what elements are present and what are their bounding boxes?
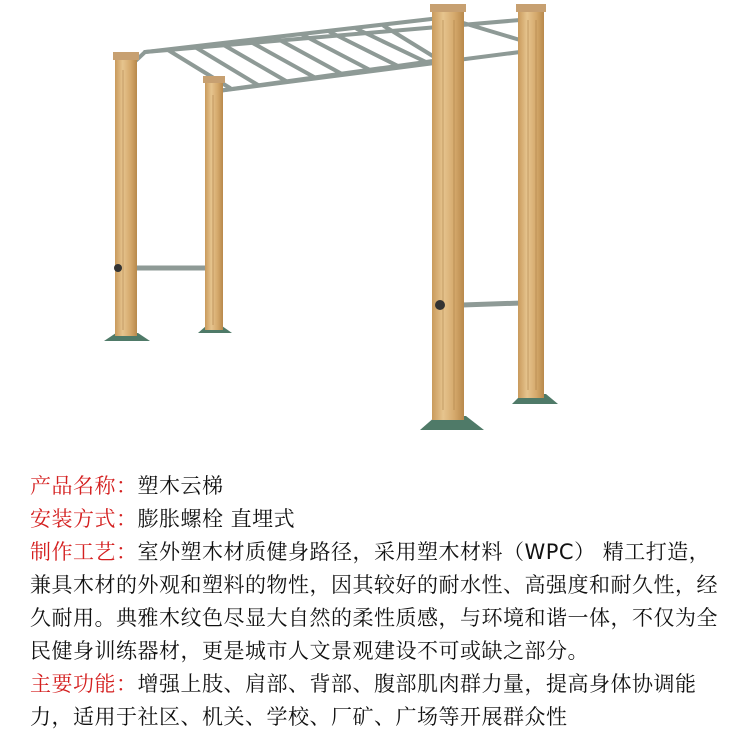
spec-label: 主要功能： [30,672,138,696]
product-specs [30,470,730,734]
spec-label: 安装方式： [30,507,138,531]
spec-label: 制作工艺： [30,540,138,564]
spec-label: 产品名称： [30,474,138,498]
spec-value: 膨胀螺栓 直埋式 [137,507,296,531]
spec-craftsmanship [30,536,730,668]
spec-installation [30,503,730,536]
spec-value: 增强上肢、肩部、背部、腹部肌肉群力量，提高身体协调能力，适用于社区、机关、学校、厂矿、广场等开展群众性 [30,672,697,729]
spec-functions [30,668,730,734]
spec-value: 塑木云梯 [137,474,224,498]
spec-product-name [30,470,730,503]
spec-value: 室外塑木材质健身路径，采用塑木材料（WPC） 精工打造，兼具木材的外观和塑料的物性，因其较好的耐水性、高强度和耐久性，经久耐用。典雅木纹色尽显大自然的柔性质感，与环境和谐一体，不仅为全民健身训练器材，更是城市人文景观建设不可或缺之部分。 [30,540,718,663]
